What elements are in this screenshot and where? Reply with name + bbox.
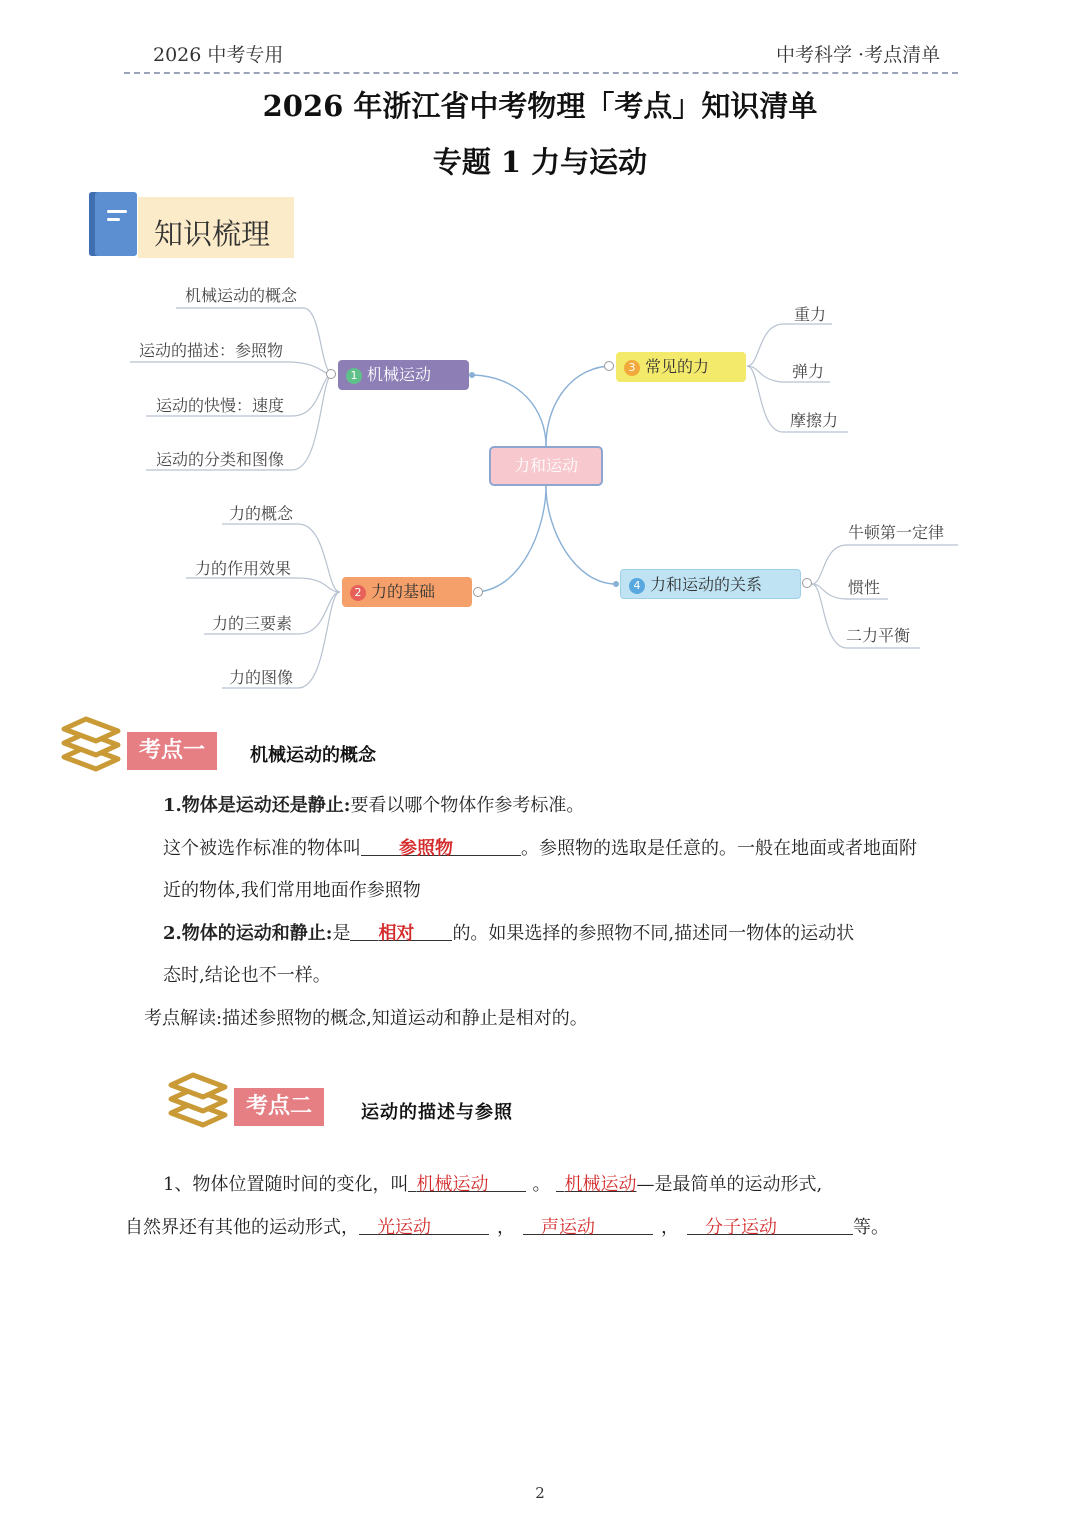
answer-text: 机械运动	[416, 1174, 489, 1195]
point-text: 。参照物的选取是任意的。一般在地面或者地面附	[521, 838, 917, 859]
mindmap-leaf: 运动的分类和图像	[156, 450, 285, 469]
point-text: ，	[661, 1217, 679, 1238]
answer-text: 相对	[378, 923, 415, 944]
section-knowledge-title: 知识梳理	[154, 217, 271, 251]
mindmap-leaf: 力的作用效果	[195, 559, 292, 578]
header-divider	[124, 72, 958, 74]
mindmap-leaf: 摩擦力	[790, 411, 839, 430]
books-icon	[165, 1069, 229, 1129]
fill-blank	[359, 1215, 377, 1235]
branch-number-badge: 2	[350, 585, 366, 601]
branch-label: 力的基础	[371, 582, 436, 601]
mindmap-leaf: 运动的快慢：速度	[156, 396, 285, 415]
mindmap-leaf: 机械运动的概念	[185, 286, 298, 305]
point-text: 要看以哪个物体作参考标准。	[350, 795, 585, 816]
branch-label: 力和运动的关系	[650, 575, 763, 594]
notebook-lines-icon	[107, 210, 127, 226]
branch-number-badge: 4	[629, 578, 645, 594]
answer-text: 光运动	[377, 1217, 431, 1238]
fill-blank	[595, 1215, 653, 1235]
fill-blank	[350, 921, 378, 941]
mindmap-leaf: 运动的描述：参照物	[139, 341, 284, 360]
point-text: 1、物体位置随时间的变化，叫	[163, 1174, 409, 1195]
fill-blank	[523, 1215, 541, 1235]
header-left: 2026 中考专用	[153, 44, 284, 66]
fill-blank	[687, 1215, 705, 1235]
fill-blank	[414, 921, 452, 941]
kaodian2-line-2	[125, 1213, 889, 1239]
kaodian1-line-2	[163, 834, 917, 860]
mindmap-leaf: 力的三要素	[212, 614, 293, 633]
branch-label: 机械运动	[367, 365, 432, 384]
kaodian1-line-1	[163, 791, 584, 817]
collapse-toggle-icon[interactable]	[326, 369, 336, 379]
point-heading: 1.物体是运动还是静止:	[163, 795, 351, 816]
fill-blank	[361, 836, 399, 856]
mindmap-branch-1	[338, 360, 469, 390]
kaodian2-line-1	[163, 1170, 822, 1196]
mindmap-leaf: 力的概念	[229, 504, 294, 523]
mindmap-leaf: 牛顿第一定律	[848, 523, 945, 542]
point-heading: 2.物体的运动和静止:	[163, 923, 333, 944]
page-title: 2026 年浙江省中考物理「考点」知识清单	[262, 89, 818, 123]
fill-blank	[453, 836, 521, 856]
mindmap-branch-2	[342, 577, 472, 607]
kaodian-title: 运动的描述与参照	[361, 1102, 513, 1123]
mindmap-leaf: 惯性	[848, 578, 881, 597]
fill-blank	[488, 1172, 526, 1192]
point-text: ，	[497, 1217, 515, 1238]
page-subtitle: 专题 1 力与运动	[432, 145, 648, 179]
point-text: 是	[332, 923, 351, 944]
mindmap-connectors	[0, 270, 1080, 710]
point-text: 的。如果选择的参照物不同,描述同一物体的运动状	[452, 923, 855, 944]
kaodian1-line-3: 近的物体,我们常用地面作参照物	[163, 880, 421, 901]
collapse-toggle-icon[interactable]	[473, 587, 483, 597]
header-right: 中考科学 ·考点清单	[776, 44, 941, 66]
point-text: 等。	[853, 1217, 889, 1238]
branch-label: 常见的力	[645, 357, 710, 376]
mindmap-leaf: 力的图像	[229, 668, 294, 687]
mindmap-leaf: 二力平衡	[846, 626, 911, 645]
answer-text: 机械运动	[564, 1174, 637, 1195]
kaodian1-line-4	[163, 919, 854, 945]
mindmap-leaf: 弹力	[792, 362, 825, 381]
kaodian-tag: 考点二	[234, 1088, 324, 1126]
point-text: 。	[532, 1174, 551, 1195]
kaodian1-line-5: 态时,结论也不一样。	[163, 965, 331, 986]
branch-number-badge: 1	[346, 368, 362, 384]
collapse-toggle-icon[interactable]	[802, 578, 812, 588]
page-number: 2	[535, 1484, 545, 1502]
mindmap-leaf: 重力	[794, 305, 827, 324]
answer-text: 分子运动	[705, 1217, 777, 1238]
books-icon	[58, 713, 122, 773]
mindmap-branch-3	[616, 352, 746, 382]
point-text: —是最简单的运动形式,	[636, 1174, 823, 1195]
fill-blank	[777, 1215, 853, 1235]
kaodian-title: 机械运动的概念	[250, 745, 376, 766]
answer-text: 参照物	[399, 838, 453, 859]
branch-number-badge: 3	[624, 360, 640, 376]
collapse-toggle-icon[interactable]	[604, 361, 614, 371]
answer-text: 声运动	[541, 1217, 595, 1238]
fill-blank	[431, 1215, 489, 1235]
mindmap-branch-4	[620, 569, 801, 599]
point-text: 自然界还有其他的运动形式，	[125, 1217, 359, 1238]
kaodian1-note: 考点解读:描述参照物的概念,知道运动和静止是相对的。	[144, 1008, 588, 1029]
mindmap-center-node: 力和运动	[489, 446, 603, 486]
point-text: 这个被选作标准的物体叫	[163, 838, 361, 859]
kaodian-tag: 考点一	[127, 732, 217, 770]
